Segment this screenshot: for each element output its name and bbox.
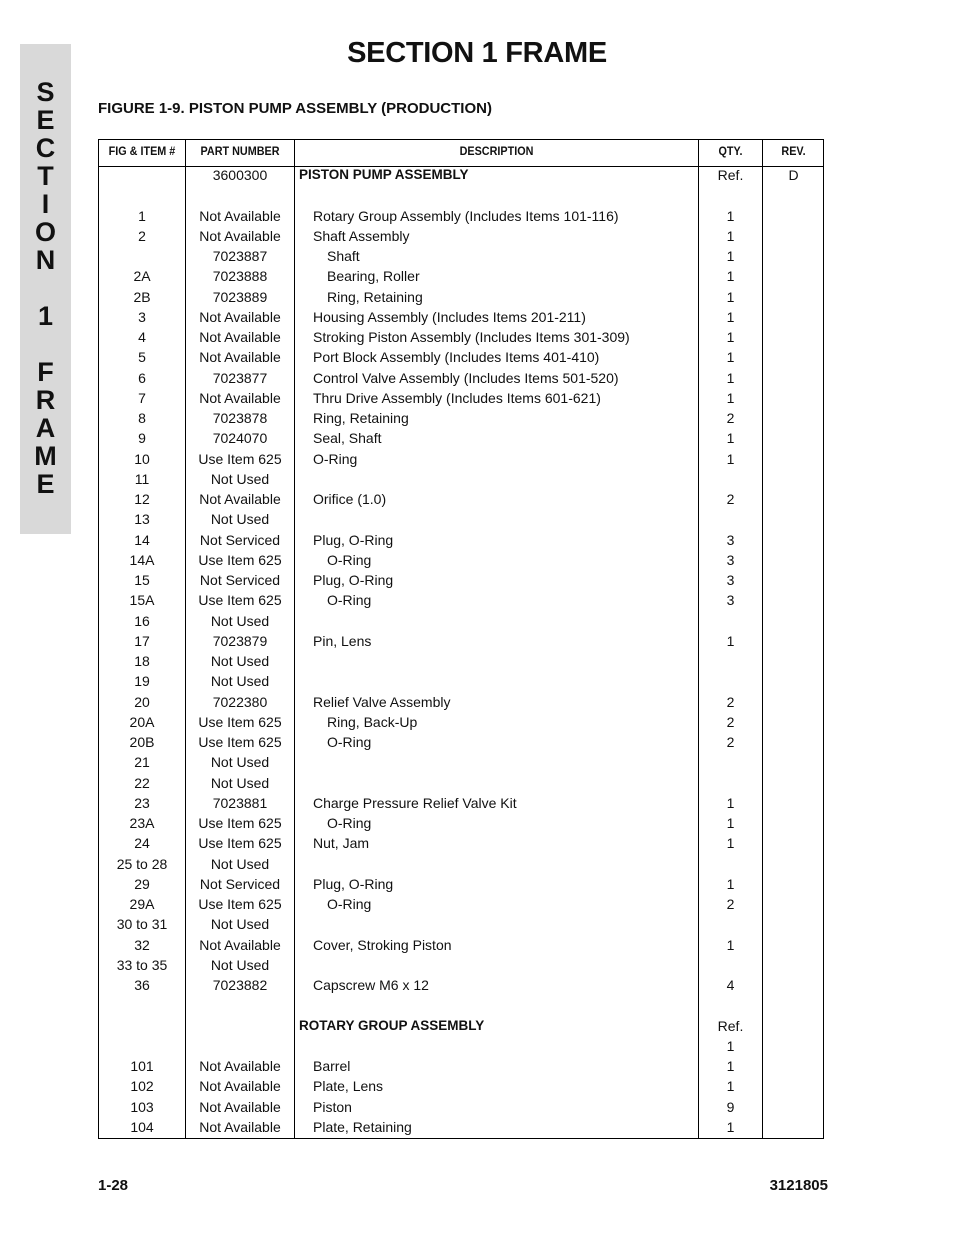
quantity: 3 bbox=[726, 572, 735, 588]
description: Bearing, Roller bbox=[327, 268, 420, 285]
item-number: 13 bbox=[134, 511, 150, 528]
part-number: Not Used bbox=[210, 855, 270, 872]
part-number: Not Available bbox=[199, 1078, 281, 1095]
description: Capscrew M6 x 12 bbox=[313, 977, 429, 993]
table-row bbox=[99, 1097, 823, 1117]
side-tab-letter: N bbox=[35, 245, 56, 275]
quantity: 1 bbox=[726, 1037, 735, 1054]
part-number: Use Item 625 bbox=[198, 835, 282, 852]
table-row bbox=[99, 347, 823, 367]
part-number: Use Item 625 bbox=[198, 734, 282, 750]
part-number: Not Used bbox=[210, 774, 270, 791]
part-number: 3600300 bbox=[212, 167, 268, 183]
part-number: Not Serviced bbox=[199, 875, 281, 892]
side-tab-letter: C bbox=[35, 133, 56, 163]
header-item: FIG & ITEM # bbox=[108, 144, 176, 158]
item-number: 22 bbox=[134, 774, 150, 791]
description: O-Ring bbox=[327, 734, 372, 750]
table-row bbox=[99, 165, 823, 185]
header-qty: QTY. bbox=[718, 144, 743, 158]
part-number: Use Item 625 bbox=[198, 815, 282, 831]
description: Ring, Retaining bbox=[327, 288, 423, 305]
table-row bbox=[99, 611, 823, 631]
description: Housing Assembly (Includes Items 201-211) bbox=[313, 308, 586, 325]
quantity: 1 bbox=[726, 430, 735, 447]
item-number: 7 bbox=[138, 389, 146, 406]
item-number: 5 bbox=[138, 349, 146, 366]
quantity: Ref. bbox=[717, 1017, 744, 1034]
document-number: 3121805 bbox=[769, 1177, 828, 1194]
table-row bbox=[99, 894, 823, 914]
description: Relief Valve Assembly bbox=[313, 693, 451, 710]
header-description: DESCRIPTION bbox=[459, 144, 534, 158]
table-row bbox=[99, 631, 823, 651]
description: Barrel bbox=[313, 1058, 351, 1074]
side-tab-letter: O bbox=[34, 217, 56, 247]
item-number: 21 bbox=[134, 754, 150, 771]
side-tab-letter: A bbox=[35, 413, 56, 443]
table-row bbox=[99, 226, 823, 246]
table-row bbox=[99, 185, 823, 205]
table-row bbox=[99, 692, 823, 712]
table-row bbox=[99, 368, 823, 388]
table-row bbox=[99, 550, 823, 570]
table-row bbox=[99, 469, 823, 489]
table-row bbox=[99, 388, 823, 408]
table-row bbox=[99, 752, 823, 772]
part-number: Not Available bbox=[199, 1118, 281, 1135]
item-number: 104 bbox=[130, 1118, 154, 1135]
quantity: 1 bbox=[726, 1118, 735, 1135]
item-number: 20B bbox=[129, 734, 155, 750]
item-number: 14A bbox=[129, 551, 155, 568]
description: PISTON PUMP ASSEMBLY bbox=[299, 167, 469, 182]
table-row bbox=[99, 1016, 823, 1036]
quantity: Ref. bbox=[717, 167, 744, 183]
part-number: Not Used bbox=[210, 470, 270, 487]
quantity: 2 bbox=[726, 713, 735, 730]
item-number: 23A bbox=[129, 815, 155, 831]
table-row bbox=[99, 590, 823, 610]
side-tab-letter: I bbox=[41, 189, 50, 219]
part-number: Use Item 625 bbox=[198, 896, 282, 912]
part-number: 7023889 bbox=[212, 288, 268, 305]
quantity: 1 bbox=[726, 389, 735, 406]
item-number: 29A bbox=[129, 896, 155, 912]
quantity: 1 bbox=[726, 835, 735, 852]
item-number: 29 bbox=[134, 875, 150, 892]
table-row bbox=[99, 995, 823, 1015]
item-number: 20A bbox=[129, 713, 155, 730]
side-tab-letter: E bbox=[36, 469, 55, 499]
part-number: 7023879 bbox=[212, 632, 268, 649]
quantity: 1 bbox=[726, 207, 735, 224]
description: Plug, O-Ring bbox=[313, 531, 394, 548]
item-number: 1 bbox=[138, 207, 146, 224]
section-title: SECTION 1 FRAME bbox=[347, 37, 607, 69]
description: Cover, Stroking Piston bbox=[313, 936, 452, 953]
description: Plate, Lens bbox=[313, 1078, 384, 1095]
quantity: 4 bbox=[726, 977, 735, 993]
quantity: 2 bbox=[726, 491, 735, 507]
part-number: Use Item 625 bbox=[198, 551, 282, 568]
item-number: 36 bbox=[134, 977, 150, 993]
part-number: Use Item 625 bbox=[198, 450, 282, 467]
table-row bbox=[99, 732, 823, 752]
description: Rotary Group Assembly (Includes Items 101-116) bbox=[313, 207, 619, 224]
quantity: 1 bbox=[726, 450, 735, 467]
table-row bbox=[99, 246, 823, 266]
figure-title: FIGURE 1-9. PISTON PUMP ASSEMBLY (PRODUCTION) bbox=[98, 100, 492, 117]
item-number: 10 bbox=[134, 450, 150, 467]
table-row bbox=[99, 287, 823, 307]
table-row bbox=[99, 935, 823, 955]
part-number: Not Available bbox=[199, 936, 281, 953]
revision: D bbox=[788, 167, 799, 183]
description: Control Valve Assembly (Includes Items 501-520) bbox=[313, 369, 619, 386]
description: Orifice (1.0) bbox=[313, 491, 387, 507]
table-row bbox=[99, 833, 823, 853]
part-number: Not Used bbox=[210, 956, 270, 973]
table-row bbox=[99, 955, 823, 975]
quantity: 1 bbox=[726, 936, 735, 953]
side-tab-letter: R bbox=[35, 385, 56, 415]
part-number: Not Available bbox=[199, 308, 281, 325]
item-number: 17 bbox=[134, 632, 150, 649]
part-number: 7023882 bbox=[212, 977, 268, 993]
item-number: 32 bbox=[134, 936, 150, 953]
quantity: 1 bbox=[726, 632, 735, 649]
description: Pin, Lens bbox=[313, 632, 372, 649]
item-number: 11 bbox=[134, 470, 150, 487]
quantity: 1 bbox=[726, 349, 735, 366]
item-number: 2B bbox=[133, 288, 151, 305]
description: O-Ring bbox=[327, 592, 372, 609]
part-number: Use Item 625 bbox=[198, 592, 282, 609]
table-row bbox=[99, 489, 823, 509]
description: O-Ring bbox=[327, 815, 372, 831]
header-rev: REV. bbox=[781, 144, 806, 158]
table-row bbox=[99, 408, 823, 428]
quantity: 3 bbox=[726, 592, 735, 609]
description: Port Block Assembly (Includes Items 401-410) bbox=[313, 349, 600, 366]
part-number: Use Item 625 bbox=[198, 713, 282, 730]
part-number: Not Available bbox=[199, 227, 281, 244]
item-number: 14 bbox=[134, 531, 150, 548]
part-number: 7023877 bbox=[212, 369, 268, 386]
quantity: 1 bbox=[726, 1078, 735, 1095]
part-number: Not Used bbox=[210, 653, 270, 669]
description: O-Ring bbox=[313, 450, 358, 467]
quantity: 1 bbox=[726, 794, 735, 811]
item-number: 4 bbox=[138, 329, 146, 345]
table-row bbox=[99, 854, 823, 874]
item-number: 103 bbox=[130, 1098, 154, 1115]
quantity: 2 bbox=[726, 693, 735, 710]
page-number: 1-28 bbox=[98, 1177, 129, 1194]
table-row bbox=[99, 327, 823, 347]
part-number: Not Used bbox=[210, 612, 270, 629]
table-row bbox=[99, 1036, 823, 1056]
description: Ring, Retaining bbox=[313, 410, 409, 426]
item-number: 30 to 31 bbox=[116, 916, 168, 933]
part-number: Not Available bbox=[199, 349, 281, 366]
description: Plug, O-Ring bbox=[313, 875, 394, 892]
header-part-number: PART NUMBER bbox=[200, 144, 280, 158]
quantity: 1 bbox=[726, 268, 735, 285]
part-number: 7023878 bbox=[212, 410, 268, 426]
part-number: 7024070 bbox=[212, 430, 268, 447]
description: Plate, Retaining bbox=[313, 1118, 412, 1135]
table-row bbox=[99, 570, 823, 590]
item-number: 15 bbox=[134, 572, 150, 588]
item-number: 9 bbox=[138, 430, 146, 447]
part-number: Not Available bbox=[199, 491, 281, 507]
item-number: 18 bbox=[134, 653, 150, 669]
item-number: 102 bbox=[130, 1078, 154, 1095]
table-row bbox=[99, 975, 823, 995]
quantity: 9 bbox=[726, 1098, 735, 1115]
item-number: 2A bbox=[133, 268, 151, 285]
part-number: Not Used bbox=[210, 754, 270, 771]
side-tab-letter: S bbox=[36, 77, 55, 107]
table-row bbox=[99, 813, 823, 833]
quantity: 1 bbox=[726, 1058, 735, 1074]
quantity: 1 bbox=[726, 308, 735, 325]
part-number: 7023888 bbox=[212, 268, 268, 285]
table-row bbox=[99, 773, 823, 793]
quantity: 2 bbox=[726, 410, 735, 426]
part-number: Not Available bbox=[199, 1098, 281, 1115]
description: Charge Pressure Relief Valve Kit bbox=[313, 794, 517, 811]
description: O-Ring bbox=[327, 896, 372, 912]
description: Shaft bbox=[327, 248, 360, 264]
table-row bbox=[99, 1056, 823, 1076]
side-tab-letter: T bbox=[37, 161, 54, 191]
part-number: 7023881 bbox=[212, 794, 268, 811]
table-row bbox=[99, 509, 823, 529]
table-row bbox=[99, 712, 823, 732]
item-number: 33 to 35 bbox=[116, 956, 168, 973]
quantity: 1 bbox=[726, 288, 735, 305]
quantity: 1 bbox=[726, 248, 735, 264]
table-row bbox=[99, 671, 823, 691]
item-number: 101 bbox=[130, 1058, 154, 1074]
section-side-tab bbox=[20, 44, 71, 534]
quantity: 3 bbox=[726, 531, 735, 548]
table-row bbox=[99, 266, 823, 286]
item-number: 12 bbox=[134, 491, 150, 507]
item-number: 15A bbox=[129, 592, 155, 609]
description: Thru Drive Assembly (Includes Items 601-621) bbox=[313, 389, 601, 406]
part-number: Not Used bbox=[210, 673, 270, 690]
part-number: 7022380 bbox=[212, 693, 268, 710]
item-number: 3 bbox=[138, 308, 146, 325]
item-number: 8 bbox=[138, 410, 146, 426]
table-row bbox=[99, 428, 823, 448]
part-number: Not Used bbox=[210, 916, 270, 933]
parts-table bbox=[98, 139, 824, 1139]
quantity: 1 bbox=[726, 875, 735, 892]
item-number: 25 to 28 bbox=[116, 855, 168, 872]
description: ROTARY GROUP ASSEMBLY bbox=[299, 1017, 485, 1033]
quantity: 1 bbox=[726, 227, 735, 244]
item-number: 24 bbox=[134, 835, 150, 852]
description: Stroking Piston Assembly (Includes Items 301-309) bbox=[313, 329, 630, 345]
part-number: Not Available bbox=[199, 207, 281, 224]
part-number: 7023887 bbox=[212, 248, 268, 264]
quantity: 1 bbox=[726, 329, 735, 345]
description: Ring, Back-Up bbox=[327, 713, 418, 730]
table-row bbox=[99, 530, 823, 550]
description: Nut, Jam bbox=[313, 835, 370, 852]
part-number: Not Available bbox=[199, 389, 281, 406]
part-number: Not Serviced bbox=[199, 572, 281, 588]
side-tab-letter: M bbox=[34, 441, 57, 471]
description: Plug, O-Ring bbox=[313, 572, 394, 588]
item-number: 20 bbox=[134, 693, 150, 710]
quantity: 1 bbox=[726, 815, 735, 831]
description: Shaft Assembly bbox=[313, 227, 410, 244]
table-row bbox=[99, 874, 823, 894]
description: Piston bbox=[313, 1098, 352, 1115]
item-number: 23 bbox=[134, 794, 150, 811]
description: O-Ring bbox=[327, 551, 372, 568]
part-number: Not Used bbox=[210, 511, 270, 528]
table-row bbox=[99, 206, 823, 226]
table-row bbox=[99, 914, 823, 934]
table-row bbox=[99, 1076, 823, 1096]
table-row bbox=[99, 793, 823, 813]
description: Seal, Shaft bbox=[313, 430, 382, 447]
item-number: 6 bbox=[138, 369, 146, 386]
item-number: 16 bbox=[134, 612, 150, 629]
quantity: 2 bbox=[726, 734, 735, 750]
table-row bbox=[99, 1117, 823, 1137]
table-row bbox=[99, 307, 823, 327]
part-number: Not Serviced bbox=[199, 531, 281, 548]
part-number: Not Available bbox=[199, 329, 281, 345]
side-tab-letter: F bbox=[37, 357, 54, 387]
side-tab-letter: E bbox=[36, 105, 55, 135]
quantity: 3 bbox=[726, 551, 735, 568]
side-tab-letter: 1 bbox=[37, 301, 54, 331]
table-row bbox=[99, 449, 823, 469]
item-number: 19 bbox=[134, 673, 150, 690]
part-number: Not Available bbox=[199, 1058, 281, 1074]
item-number: 2 bbox=[138, 227, 146, 244]
quantity: 2 bbox=[726, 896, 735, 912]
table-row bbox=[99, 651, 823, 671]
quantity: 1 bbox=[726, 369, 735, 386]
